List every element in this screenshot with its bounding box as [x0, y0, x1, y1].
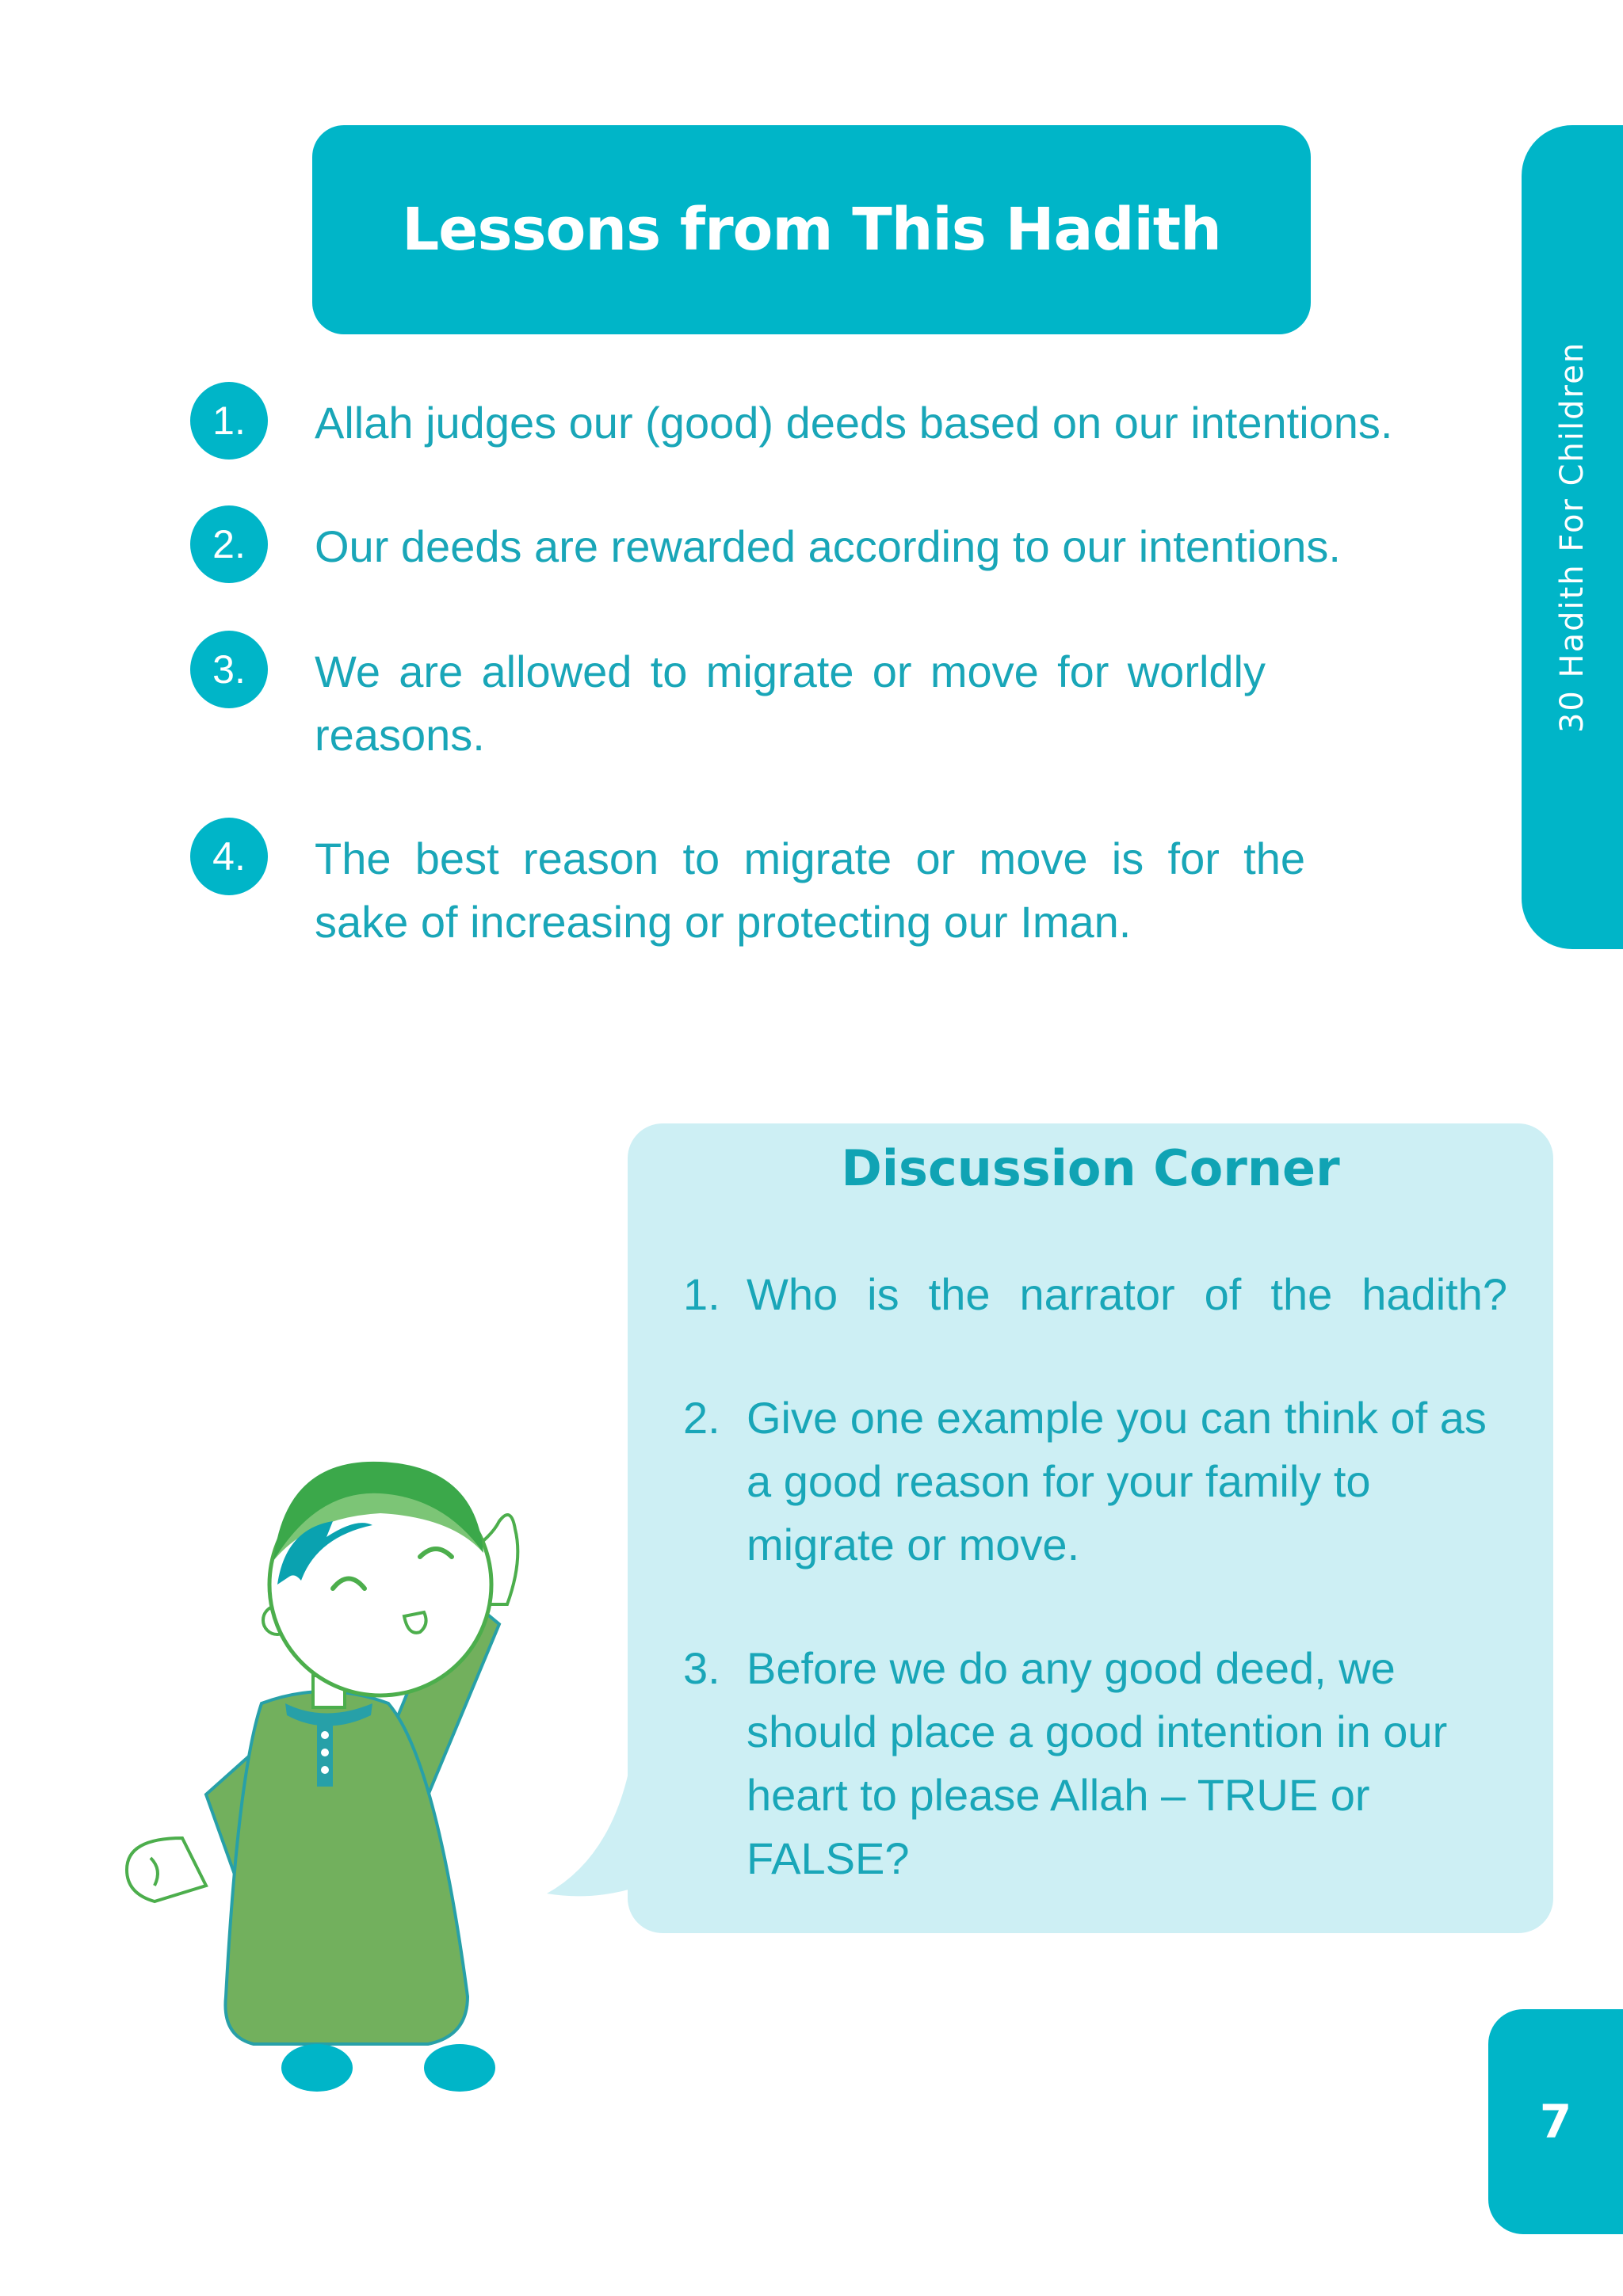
lesson-text: Our deeds are rewarded according to our intentions.: [315, 521, 1341, 571]
question-number: 2.: [683, 1393, 720, 1443]
lesson-number: 3.: [190, 631, 268, 708]
question-text: Before we do any good deed, we should place a good intention in our heart to please Allah – TRUE or FALSE?: [747, 1643, 1448, 1883]
lesson-text: Allah judges our (good) deeds based on our intentions.: [315, 398, 1393, 448]
page-title: Lessons from This Hadith: [402, 196, 1221, 264]
lesson-number: 4.: [190, 818, 268, 895]
lesson-text: The best reason to migrate or move is for the sake of increasing or protecting our Iman.: [315, 833, 1305, 947]
lesson-text: We are allowed to migrate or move for worldly reasons.: [315, 646, 1266, 760]
side-tab: [1522, 125, 1623, 949]
question-number: 3.: [683, 1643, 720, 1693]
title-banner: [312, 125, 1311, 334]
side-tab-label: 30 Hadith For Children: [1554, 341, 1591, 734]
question-text: Who is the narrator of the hadith?: [747, 1269, 1507, 1319]
lesson-number: 1.: [190, 382, 268, 460]
question-text: Give one example you can think of as a good reason for your family to migrate or move.: [747, 1393, 1487, 1569]
question-number: 1.: [683, 1269, 720, 1319]
lesson-number: 2.: [190, 505, 268, 583]
page-number: 7: [1539, 2095, 1572, 2149]
discussion-title: Discussion Corner: [841, 1139, 1340, 1197]
page-number-tab: [1488, 2009, 1623, 2234]
boy-character-icon: [119, 1442, 658, 2100]
